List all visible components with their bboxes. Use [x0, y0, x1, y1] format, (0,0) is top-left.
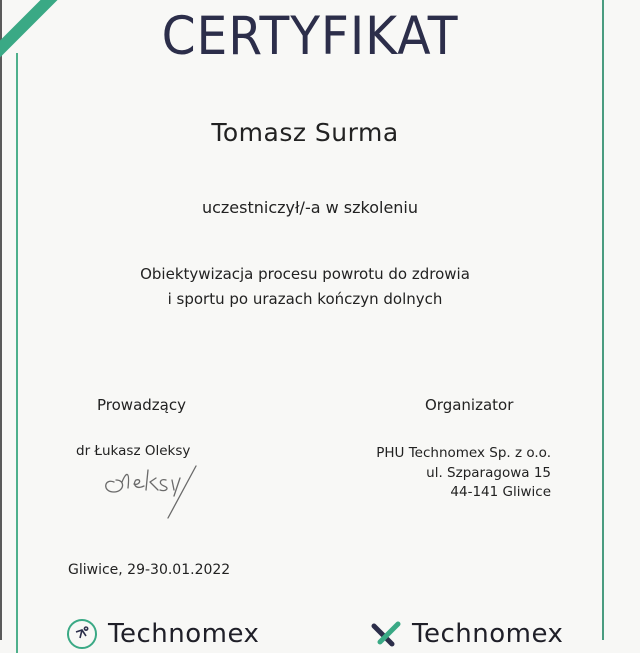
- technomex-logo-right: [370, 618, 563, 650]
- scan-edge: [0, 0, 2, 640]
- right-border-line: [602, 0, 604, 640]
- course-title-line: Obiektywizacja procesu powrotu do zdrowia: [140, 265, 470, 283]
- technomex-logo-left: [66, 618, 259, 650]
- date-place: Gliwice, 29-30.01.2022: [68, 562, 231, 578]
- organizer-line: 44-141 Gliwice: [450, 484, 551, 500]
- runner-circle-icon: [66, 618, 98, 650]
- logo-text: Technomex: [108, 619, 260, 649]
- organizer-line: PHU Technomex Sp. z o.o.: [376, 445, 551, 461]
- lead-label: Prowadzący: [97, 396, 186, 414]
- course-title-line: i sportu po urazach kończyn dolnych: [167, 290, 443, 308]
- participation-text: uczestniczył/-a w szkoleniu: [201, 198, 419, 217]
- certificate-title: CERTYFIKAT: [161, 6, 459, 67]
- course-title: [0, 262, 610, 312]
- recipient-name: Tomasz Surma: [211, 118, 399, 147]
- organizer-address: [340, 444, 551, 503]
- signature: [100, 460, 210, 520]
- lead-name: dr Łukasz Oleksy: [76, 443, 191, 459]
- logo-text: Technomex: [412, 619, 564, 649]
- cross-leaf-icon: [370, 618, 402, 650]
- organizer-line: ul. Szparagowa 15: [426, 464, 551, 481]
- organizer-label: Organizator: [425, 396, 514, 414]
